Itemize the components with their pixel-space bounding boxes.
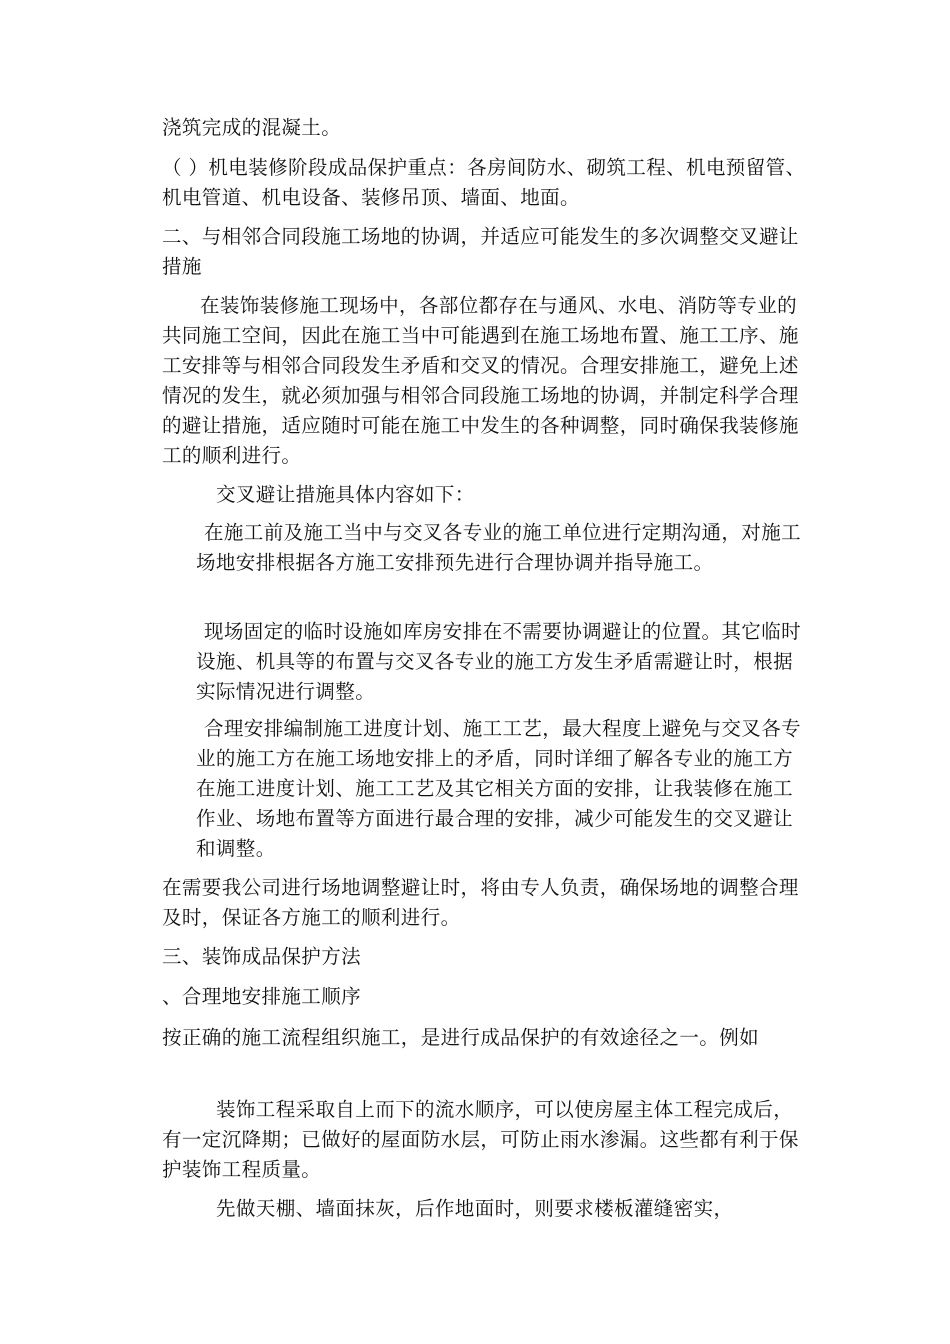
section-heading-three: 三、装饰成品保护方法 [162,945,362,968]
paragraph-site-adjustment: 在需要我公司进行场地调整避让时，将由专人负责，确保场地的调整合理及时，保证各方施工的顺利进行。 [162,876,799,929]
list-item-schedule-planning: 合理安排编制施工进度计划、施工工艺，最大程度上避免与交叉各专业的施工方在施工场地安排上的矛盾，同时详细了解各专业的施工方在施工进度计划、施工工艺及其它相关方面的安排，让我装修在施工作业、场地布置等方面进行最合理的安排，减少可能发生的交叉避让和调整。 [196,717,802,860]
paragraph-ceiling-first: 先做天棚、墙面抹灰，后作地面时，则要求楼板灌缝密实， [216,1197,734,1220]
paragraph-construction-flow: 按正确的施工流程组织施工，是进行成品保护的有效途径之一。例如 [162,1026,760,1049]
paragraph-concrete-end: 浇筑完成的混凝土。 [162,116,342,139]
paragraph-mep-protection: （ ）机电装修阶段成品保护重点：各房间防水、砌筑工程、机电预留管、机电管道、机电设备、装修吊顶、墙面、地面。 [162,156,806,209]
paragraph-site-coordination: 在装饰装修施工现场中，各部位都存在与通风、水电、消防等专业的共同施工空间，因此在施工当中可能遇到在施工场地布置、施工工序、施工安排等与相邻合同段发生矛盾和交叉的情况。合理安排施工，避免上述情况的发生，就必须加强与相邻合同段施工场地的协调，并制定科学合理的避让措施，适应随时可能在施工中发生的各种调整，同时确保我装修施工的顺利进行。 [162,294,799,467]
paragraph-measures-intro: 交叉避让措施具体内容如下： [216,483,475,506]
subheading-construction-sequence: 、合理地安排施工顺序 [162,985,362,1008]
section-heading-two: 二、与相邻合同段施工场地的协调，并适应可能发生的多次调整交叉避让措施 [162,225,799,278]
list-item-regular-communication: 在施工前及施工当中与交叉各专业的施工单位进行定期沟通，对施工场地安排根据各方施工安排预先进行合理协调并指导施工。 [196,521,802,574]
paragraph-top-down-sequence: 装饰工程采取自上而下的流水顺序，可以使房屋主体工程完成后，有一定沉降期；已做好的屋面防水层，可防止雨水渗漏。这些都有利于保护装饰工程质量。 [162,1098,799,1181]
list-item-temporary-facilities: 现场固定的临时设施如库房安排在不需要协调避让的位置。其它临时设施、机具等的布置与交叉各专业的施工方发生矛盾需避让时，根据实际情况进行调整。 [196,620,802,703]
